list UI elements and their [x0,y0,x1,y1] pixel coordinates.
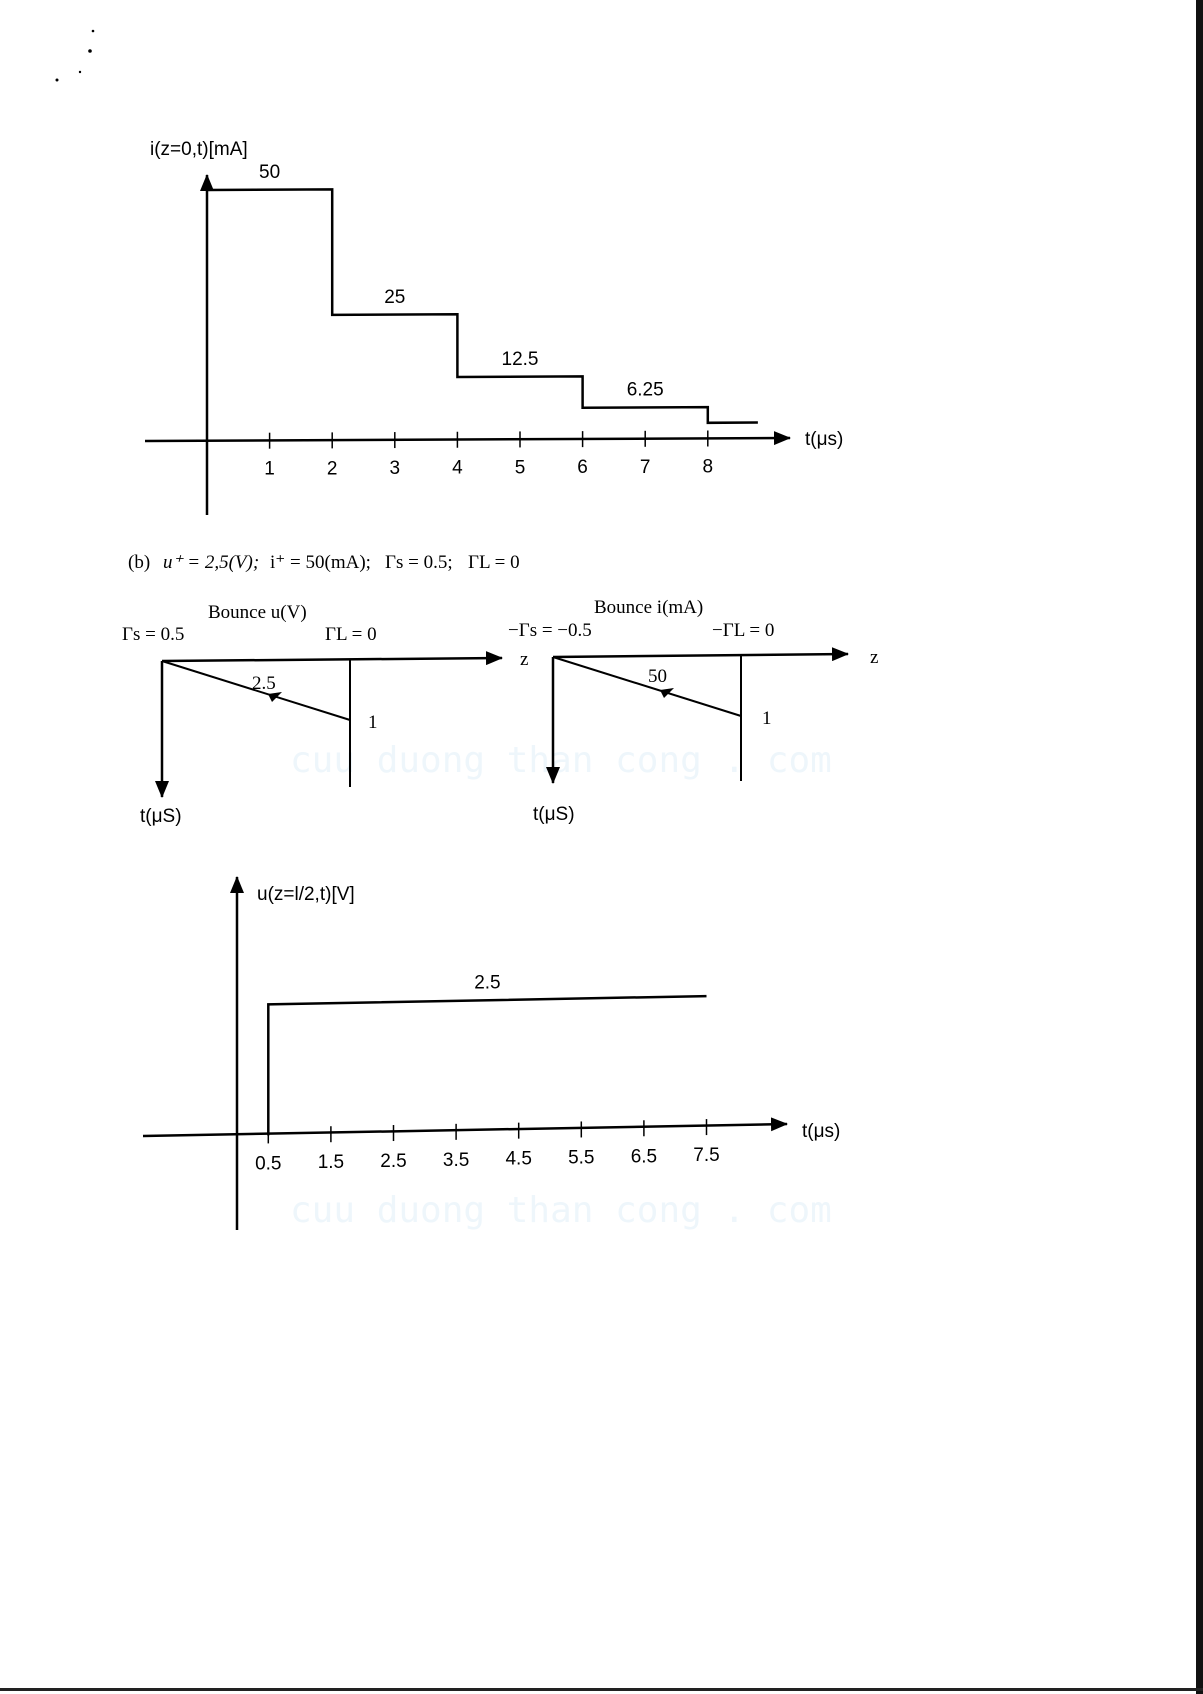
x-tick-label: 0.5 [255,1153,282,1175]
scan-specks [56,30,95,82]
wave-path [553,657,741,716]
t-label: t(μS) [533,804,575,825]
voltage-step-chart [143,877,840,1230]
step-value-label: 2.5 [474,972,501,994]
x-axis-label: t(μs) [805,429,844,450]
formula-u: u⁺ = 2,5(V); [163,552,260,573]
z-axis [553,654,848,657]
step-value-label: 25 [384,286,406,308]
x-tick-label: 6 [577,457,588,479]
source-reflection-label: Γs = 0.5 [122,624,185,645]
x-tick-label: 8 [702,456,714,478]
z-axis [162,658,502,661]
x-tick-label: 2.5 [380,1151,407,1173]
x-axis-label: t(μs) [802,1121,841,1142]
load-reflection-label: −ΓL = 0 [712,620,775,641]
t-label: t(μS) [140,806,182,827]
step-value-label: 6.25 [626,379,664,401]
x-tick-label: 3.5 [442,1149,470,1171]
x-tick-label: 1.5 [317,1152,345,1174]
x-tick-label: 7 [639,456,651,478]
bounce-diagram-current [508,597,878,825]
x-tick-label: 2 [326,458,338,480]
formula-gamma-s: Γs = 0.5; [385,552,453,573]
bounce-title: Bounce i(mA) [594,597,704,618]
end-value: 1 [368,712,378,733]
z-label: z [870,647,879,668]
step-series-line [207,189,758,422]
formula-gamma-l: ΓL = 0 [468,552,520,573]
x-axis [145,438,790,441]
end-value: 1 [762,708,772,729]
x-tick-label: 6.5 [630,1146,658,1168]
part-label: (b) [128,552,151,573]
bounce-title: Bounce u(V) [208,602,307,623]
y-axis-label: u(z=l/2,t)[V] [257,884,355,905]
watermark: cuu duong than cong . com [290,1190,832,1231]
y-axis-label: i(z=0,t)[mA] [150,139,248,160]
formula-i: i⁺ = 50(mA); [270,552,371,573]
current-step-chart [145,139,843,515]
watermark: cuu duong than cong . com [290,740,832,781]
x-tick-label: 5.5 [568,1147,595,1169]
load-reflection-label: ΓL = 0 [325,624,377,645]
bounce-diagram-voltage [122,602,528,827]
step-series-line [268,996,706,1135]
wave-arrow-icon [660,688,674,698]
x-tick-label: 1 [264,458,275,480]
x-tick-label: 4 [452,457,463,479]
wave-value: 50 [648,666,667,687]
source-reflection-label: −Γs = −0.5 [508,620,592,641]
x-tick-label: 4.5 [505,1148,532,1170]
x-tick-label: 5 [514,457,526,479]
x-tick-label: 3 [389,458,401,480]
part-b-formula [128,552,520,573]
step-value-label: 50 [259,162,281,183]
x-tick-label: 7.5 [693,1145,720,1167]
wave-value: 2.5 [252,673,276,694]
step-value-label: 12.5 [501,348,539,370]
z-label: z [520,649,529,670]
x-axis [143,1124,787,1136]
